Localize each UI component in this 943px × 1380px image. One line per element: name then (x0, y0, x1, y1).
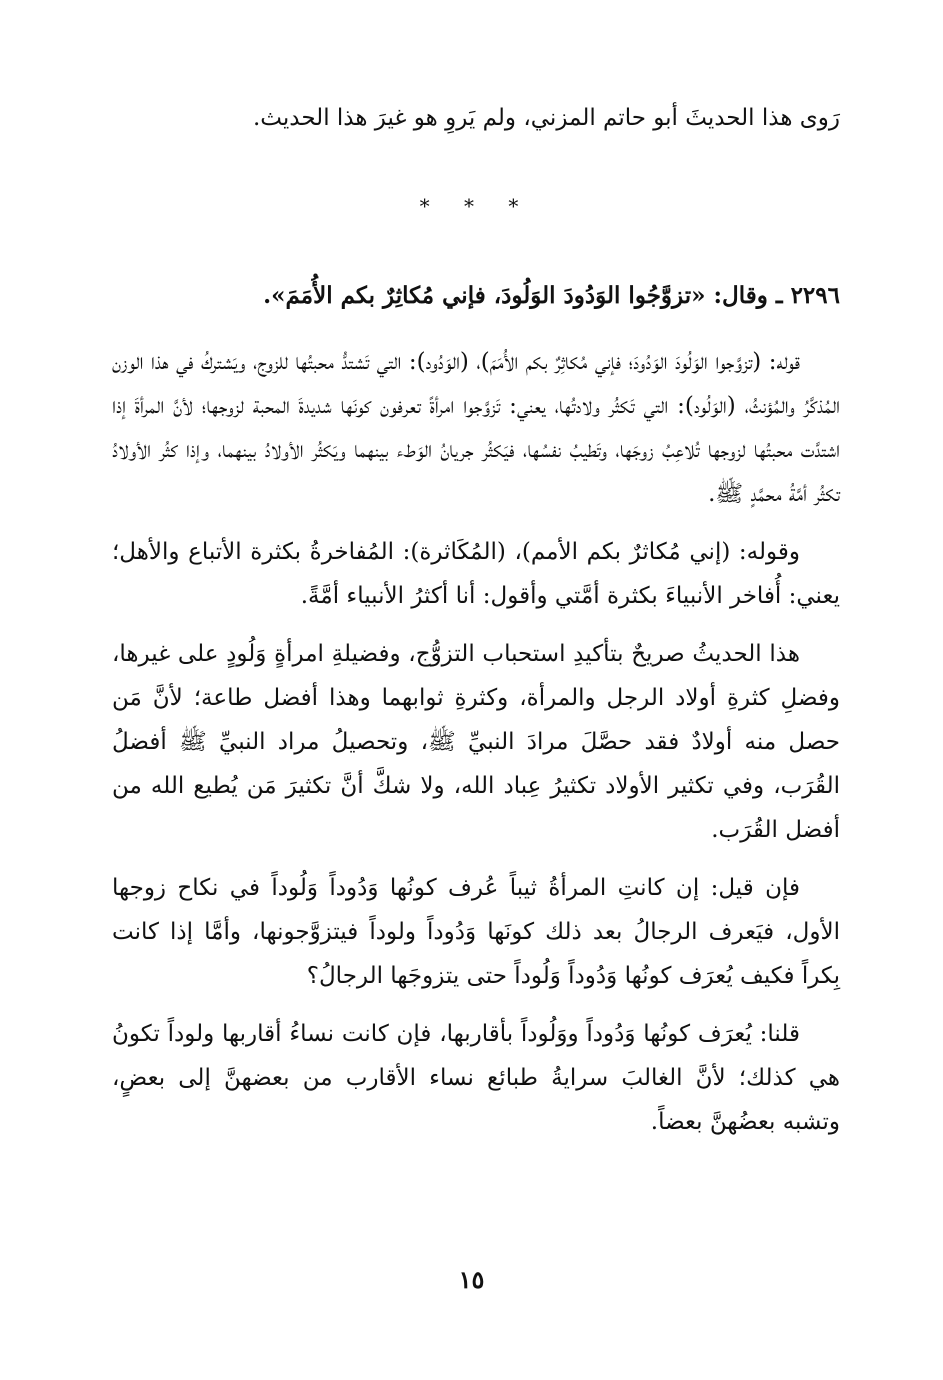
page-body (112, 96, 840, 1158)
section-separator: * * * (419, 194, 533, 218)
page-number: ١٥ (458, 1265, 485, 1294)
paragraph: قوله: (تزوَّجوا الوَلُودَ الوَدُودَ؛ فإني مُكاثِرٌ بكم الأُمَمَ)، (الوَدُود): التي تَشتدُّ محبتُها للزوج، ويَشتركُ في هذا الوزن المُذكَّرُ والمُؤنثُ، (الوَلُود): التي تَكثُر ولادتُها، يعني: تَزوَّجوا امرأةً تعرفون كونَها شديدةَ المحبة لزوجها؛ لأنَّ المرأةَ إذا اشتدَّت محبتُها لزوجها تُلاعِبُ زوجَها، وتَطيبُ نفسُها، فيَكثُر جريانُ الوَطء بينهما ويَكثُر الأولادُ بينهما، وإذا كثُر الأولادُ تكثُر أمَّةُ محمَّدٍ ﷺ. (112, 349, 840, 507)
paragraph: قلنا: يُعرَف كونُها وَدُوداً ووَلُوداً بأقاربها، فإن كانت نساءُ أقاربها ولوداً تكونُ هي كذلك؛ لأنَّ الغالبَ سرايةُ طبائع نساء الأقارب من بعضهنَّ إلى بعضٍ، وتشبه بعضُهنَّ بعضاً. (112, 1021, 840, 1135)
hadith-heading: ٢٢٩٦ ـ وقال: «تزوَّجُوا الوَدُودَ الوَلُودَ، فإني مُكاثِرٌ بكم الأُمَمَ». (263, 282, 840, 309)
intro-line: رَوى هذا الحديثَ أبو حاتم المزني، ولم يَروِ هو غيرَ هذا الحديث. (252, 105, 840, 131)
paragraph: هذا الحديثُ صريحٌ بتأكيدِ استحباب التزوُّج، وفضيلةِ امرأةٍ وَلُودٍ على غيرها، وفضلِ كثرةِ أولاد الرجل والمرأة، وكثرةِ ثوابهما وهذا أفضل طاعة؛ لأنَّ مَن حصل منه أولادٌ فقد حصَّلَ مرادَ النبيِّ ﷺ، وتحصيلُ مراد النبيِّ ﷺ أفضلُ القُرَب، وفي تكثير الأولاد تكثيرُ عِباد الله، ولا شكَّ أنَّ تكثيرَ مَن يُطيع الله من أفضل القُرَب. (112, 641, 840, 843)
paragraph: وقوله: (إني مُكاثرٌ بكم الأمم)، (المُكَاثرة): المُفاخرةُ بكثرة الأتباع والأهل؛ يعني: أُفاخر الأنبياءَ بكثرة أمَّتي وأقول: أنا أكثرُ الأنبياء أمَّةً. (112, 539, 840, 609)
paragraph: فإن قيل: إن كانتِ المرأةُ ثيباً عُرف كونُها وَدُوداً وَلُوداً في نكاح زوجها الأول، فيَعرف الرجالُ بعد ذلك كونَها وَدُوداً ولوداً فيتزوَّجونها، وأمَّا إذا كانت بِكراً فكيف يُعرَف كونُها وَدُوداً وَلُوداً حتى يتزوجَها الرجالُ؟ (112, 875, 840, 989)
